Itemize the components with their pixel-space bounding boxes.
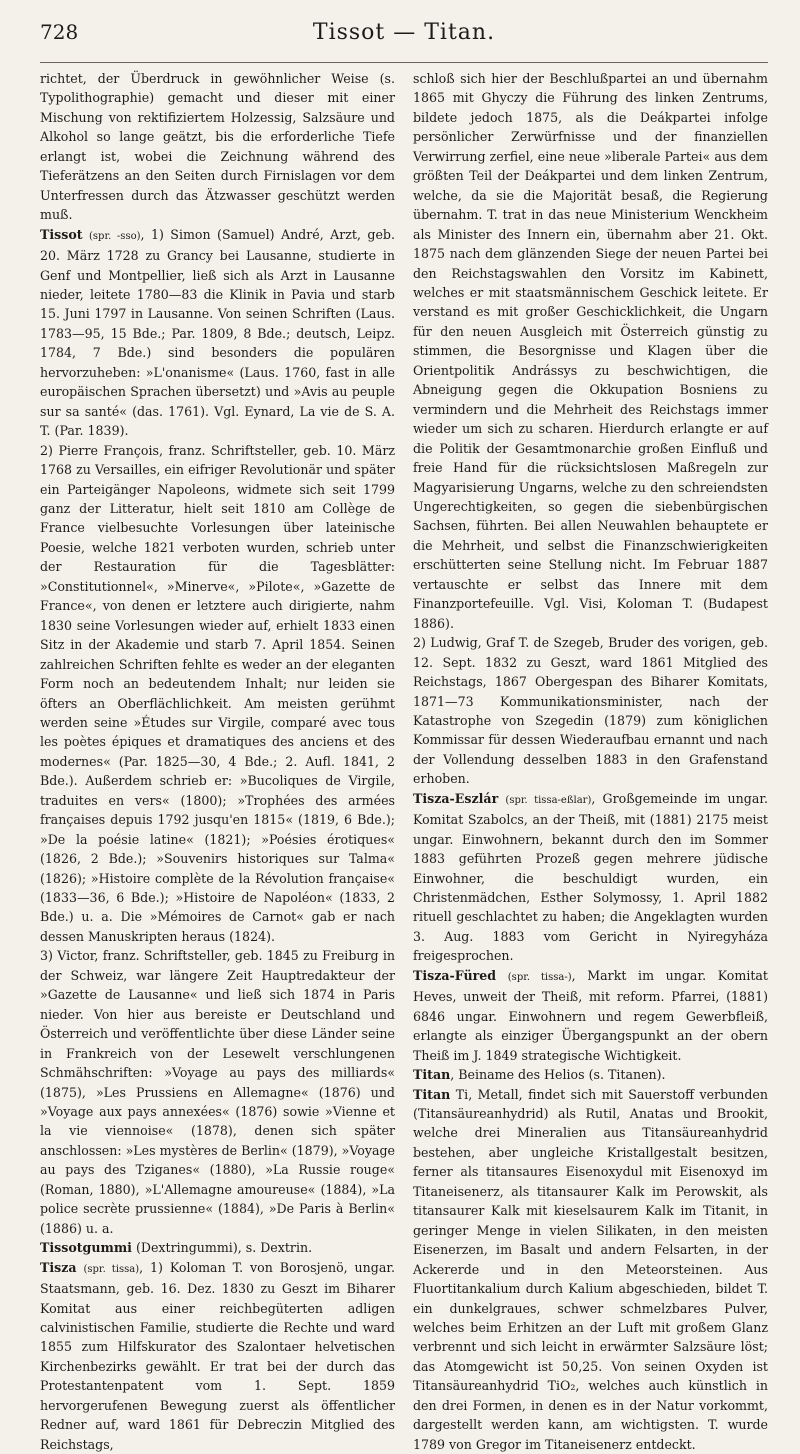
- entry-text: 3) Victor, franz. Schriftsteller, geb. 1845 zu Freiburg in der Schweiz, war längere Zeit Hauptredakteur der »Gazette de Lausanne« und ließ sich 1874 in Paris nieder. Von hier aus bereiste er Deutschland und Österreich und veröffentlichte über diese Länder seine in Frankreich von der Lesewelt verschlungenen Schmähschriften: »Voyage au pays des milliards« (1875), »Les Prussiens en Allemagne« (1876) und »Voyage aux pays annexées« (1876) sowie »Vienne et la vie viennoise« (1878), denen sich später anschlossen: »Les mystères de Berlin« (1879), »Voyage au pays des Tziganes« (1880), »La Russie rouge« (Roman, 1880), »L'Allemagne amoureuse« (1884), »La police secrète prussienne« (1884), »De Paris à Berlin« (1886) u. a.: [40, 948, 395, 1236]
- paragraph: [40, 441, 395, 947]
- entry-text: , 1) Simon (Samuel) André, Arzt, geb. 20. März 1728 zu Grancy bei Lausanne, studierte in Genf und Montpellier, ließ sich als Arzt in Lausanne nieder, leitete 1780—83 die Klinik in Pavia und starb 15. Juni 1797 in Lausanne. Von seinen Schriften (Laus. 1783—95, 15 Bde.; Par. 1809, 8 Bde.; deutsch, Leipz. 1784, 7 Bde.) sind besonders die populären hervorzuheben: »L'onanisme« (Laus. 1760, fast in alle europäischen Sprachen übersetzt) und »Avis au peuple sur sa santé« (das. 1761). Vgl. Eynard, La vie de S. A. T. (Par. 1839).: [40, 226, 395, 439]
- entry-text: 2) Ludwig, Graf T. de Szegeb, Bruder des vorigen, geb. 12. Sept. 1832 zu Geszt, ward 1861 Mitglied des Reichstags, 1867 Obergespan des Biharer Komitats, 1871—73 Kommunikationsminister, nach der Katastrophe von Szegedin (1879) zum königlichen Kommissar für dessen Wiederaufbau ernannt und nach der Vollendung desselben 1883 in den Grafenstand erhoben.: [413, 635, 768, 787]
- entry-pronunciation: (spr. -sso): [89, 230, 141, 242]
- dictionary-entry: [413, 789, 768, 966]
- entry-text: , Großgemeinde im ungar. Komitat Szabolcs, an der Theiß, mit (1881) 2175 meist ungar. Einwohnern, bekannt durch den im Sommer 1883 geführten Prozeß gegen mehrere jüdische Einwohner, die beschuldigt wurden, ein Christenmädchen, Esther Solymossy, 1. April 1882 rituell geschlachtet zu haben; die Angeklagten wurden 3. Aug. 1883 vom Gericht in Nyiregyháza freigesprochen.: [413, 790, 768, 964]
- entry-text: Ti, Metall, findet sich mit Sauerstoff verbunden (Titansäureanhydrid) als Rutil, Anatas und Brookit, welche drei Mineralien aus Titansäureanhydrid bestehen, aber ungleiche Kristallgestalt besitzen, ferner als titansaures Eisenoxydul mit Eisenoxyd im Titaneisenerz, als titansaurer Kalk im Perowskit, als titansaurer Kalk mit kieselsaurem Kalk im Titanit, in geringer Menge in vielen Silikaten, in den meisten Eisenerzen, im Basalt und andern Felsarten, in der Ackererde und in den Meteorsteinen. Aus Fluortitankalium durch Kalium abgeschieden, bildet T. ein dunkelgraues, schwer schmelzbares Pulver, welches beim Erhitzen an der Luft mit großem Glanz verbrennt und sich leicht in erwärmter Salzsäure löst; das Atomgewicht ist 50,25. Von seinen Oxyden ist Titansäureanhydrid TiO₂, welches auch künstlich in den drei Formen, in denen es in der Natur vorkommt, dargestellt werden kann, am wichtigsten. T. wurde 1789 von Gregor im Titaneisenerz entdeckt.: [413, 1086, 768, 1452]
- entry-headword: Tissot: [40, 226, 83, 242]
- text-columns: [40, 69, 768, 1452]
- entry-headword: Tisza-Eszlár: [413, 790, 499, 806]
- paragraph: [40, 946, 395, 1238]
- entry-headword: Tissotgummi: [40, 1240, 132, 1256]
- dictionary-entry: [40, 225, 395, 441]
- entry-text: schloß sich hier der Beschlußpartei an und übernahm 1865 mit Ghyczy die Führung des linken Zentrums, bildete jedoch 1875, als die Deákpartei infolge persönlicher Zerwürfnisse und der finanziellen Verwirrung zerfiel, eine neue »liberale Partei« aus dem größten Teil der Deákpartei und dem linken Zentrum, welche, da sie die Majorität besaß, die Regierung übernahm. T. trat in das neue Ministerium Wenckheim als Minister des Innern ein, übernahm aber 21. Okt. 1875 nach dem glänzenden Siege der neuen Partei bei den Reichstagswahlen den Vorsitz im Kabinett, welches er mit staatsmännischem Geschick leitete. Er verstand es mit großer Geschicklichkeit, die Ungarn für den neuen Ausgleich mit Österreich günstig zu stimmen, die Besorgnisse und Klagen über die Orientpolitik Andrássys zu beschwichtigen, die Abneigung gegen die Okkupation Bosniens zu vermindern und die Mehrheit des Reichstags immer wieder um sich zu scharen. Hierdurch erlangte er auf die Politik der Gesamtmonarchie großen Einfluß und freie Hand für die rücksichtslosen Maßregeln zur Magyarisierung Ungarns, welche zu den schreiendsten Ungerechtigkeiten, so gegen die siebenbürgischen Sachsen, führten. Bei allen Neuwahlen behauptete er die Mehrheit, und selbst die Finanzschwierigkeiten erschütterten seine Stellung nicht. Im Februar 1887 vertauschte er selbst das Innere mit dem Finanzportefeuille. Vgl. Visi, Koloman T. (Budapest 1886).: [413, 71, 768, 631]
- entry-pronunciation: (spr. tissa): [83, 1263, 140, 1275]
- dictionary-entry: [413, 1065, 768, 1084]
- left-column: [40, 69, 395, 1452]
- entry-pronunciation: (spr. tissa-eßlar): [505, 794, 592, 806]
- entry-headword: Titan: [413, 1086, 451, 1102]
- paragraph: [413, 633, 768, 789]
- right-column: [413, 69, 768, 1452]
- paragraph: [413, 69, 768, 633]
- entry-text: (Dextringummi), s. Dextrin.: [131, 1240, 313, 1256]
- entry-text: , Beiname des Helios (s. Titanen).: [450, 1067, 666, 1083]
- dictionary-entry: [413, 1085, 768, 1454]
- page-header: [40, 20, 768, 63]
- entry-text: , Markt im ungar. Komitat Heves, unweit der Theiß, mit reform. Pfarrei, (1881) 6846 ungar. Einwohnern und regem Gewerbfleiß, erlangte als einziger Übergangspunkt an der obern Theiß im J. 1849 strategische Wichtigkeit.: [413, 967, 768, 1063]
- dictionary-entry: [40, 1238, 395, 1257]
- entry-text: , 1) Koloman T. von Borosjenö, ungar. Staatsmann, geb. 16. Dez. 1830 zu Geszt im Biharer Komitat aus einer reichbegüterten adligen calvinistischen Familie, studierte die Rechte und ward 1855 zum Hilfskurator des Szalontaer helvetischen Kirchenbezirks gewählt. Er trat bei der durch das Protestantenpatent vom 1. Sept. 1859 hervorgerufenen Bewegung zuerst als öffentlicher Redner auf, ward 1861 für Debreczin Mitglied des Reichstags,: [40, 1259, 395, 1452]
- entry-headword: Titan: [413, 1067, 451, 1083]
- dictionary-entry: [413, 966, 768, 1065]
- running-title: Tissot — Titan.: [312, 20, 496, 45]
- entry-headword: Tisza-Füred: [413, 967, 497, 983]
- paragraph: [40, 69, 395, 225]
- entry-pronunciation: (spr. tissa-): [507, 971, 572, 983]
- entry-text: 2) Pierre François, franz. Schriftsteller, geb. 10. März 1768 zu Versailles, ein eifriger Revolutionär und später ein Parteigänger Napoleons, widmete sich seit 1799 ganz der Litteratur, hielt seit 1810 am Collège de France vielbesuchte Vorlesungen über lateinische Poesie, welche 1821 verboten wurden, schrieb unter der Restauration für die Tagesblätter: »Constitutionnel«, »Minerve«, »Pilote«, »Gazette de France«, von denen er letztere auch dirigierte, nahm 1830 seine Vorlesungen wieder auf, erhielt 1833 einen Sitz in der Akademie und starb 7. April 1854. Seinen zahlreichen Schriften fehlte es weder an der eleganten Form noch an bedeutendem Inhalt; nur leiden sie öfters an Oberflächlichkeit. Am meisten gerühmt werden seine »Études sur Virgile, comparé avec tous les poètes épiques et dramatiques des anciens et des modernes« (Par. 1825—30, 4 Bde.; 2. Aufl. 1841, 2 Bde.). Außerdem schrieb er: »Bucoliques de Virgile, traduites en vers« (1800); »Trophées des armées françaises depuis 1792 jusqu'en 1815« (1819, 6 Bde.); »De la poésie latine« (1821); »Poésies érotiques« (1826, 2 Bde.); »Souvenirs historiques sur Talma« (1826); »Histoire complète de la Révolution française« (1833—36, 6 Bde.); »Histoire de Napoléon« (1833, 2 Bde.) u. a. Die »Mémoires de Carnot« gab er nach dessen Manuskripten heraus (1824).: [40, 442, 395, 944]
- dictionary-entry: [40, 1258, 395, 1454]
- entry-headword: Tisza: [40, 1259, 77, 1275]
- entry-text: richtet, der Überdruck in gewöhnlicher Weise (s. Typolithographie) gemacht und dieser mit einer Mischung von rektifiziertem Holzessig, Salzsäure und Alkohol so lange geätzt, bis die erforderliche Tiefe erlangt ist, wobei die Zeichnung während des Tieferätzens an den Seiten durch Firnislagen vor dem Unterfressen durch das Ätzwasser geschützt werden muß.: [40, 71, 395, 223]
- page-number: 728: [40, 20, 79, 44]
